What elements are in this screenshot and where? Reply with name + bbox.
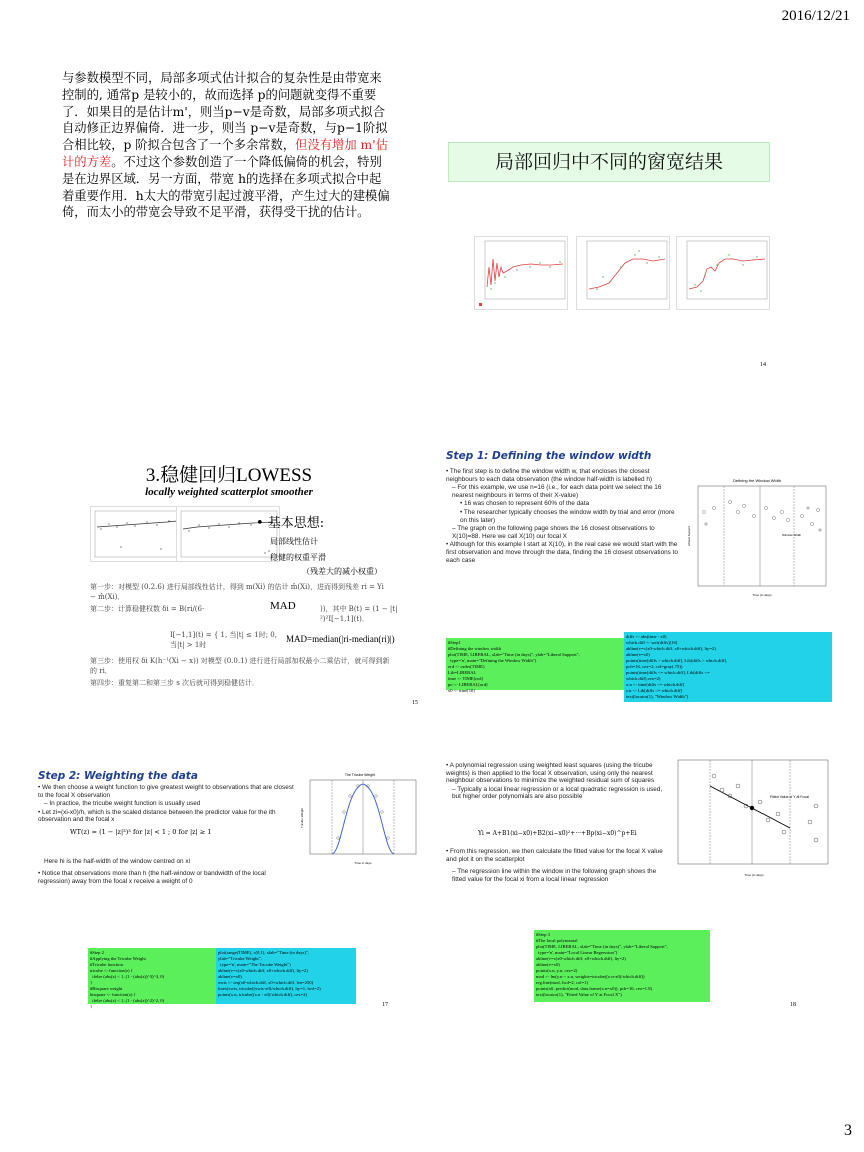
slide15-step1: 第一步：对模型 (0.2.6) 进行局部线性估计，得到 m(Xi) 的估计 m̂(Xi)，进而得到残差 ri = Yi − m̂(Xi)． [90, 583, 384, 601]
slide17-bullets: • We then choose a weight function to give greatest weight to observations that are closest to the focal X observation – In practice, the tricube weight function is usually used • Let zi=(xi-x0)/h, which is the scaled distance between the predictor value for the ith observation and the focal x [38, 784, 294, 824]
slide-18 [438, 718, 836, 1018]
slide16-plot-xlabel: Time (in days) [752, 593, 772, 597]
slide15-number: 15 [412, 700, 418, 706]
slide17-formula: WT(z) = (1 − |z|³)³ for |z| < 1 ; 0 for |z| ≥ 1 [70, 828, 212, 836]
slide17-code-cyan: plot(range(TIME), c(0,1), xlab="Time (in days)", ylab="Tricube Weight", type='n', main="The Tricube Weight") abline(v=c(x0-which.diff, x0+which.diff), lty=2) abline(v=x0) xwts <- seq(x0-which.diff, x0+which.diff, len=250) lines(xwts, tricube((xwts-x0)/which.diff), lty=1, lwd=2) points(x.n, tricube((x.n - x0)/which.diff), cex=2) [216, 948, 356, 1004]
slide-15 [30, 410, 428, 710]
slide18-fitted: • From this regression, we then calculate the fitted value for the focal X value and plot it on the scatterplot [446, 848, 663, 863]
slide17-notice: • Notice that observations more than h (the half-window or bandwidth of the local regression) away from the focal x receive a weight of 0 [38, 870, 266, 885]
slide14-plot-2 [576, 236, 670, 310]
slide15-idea-3: （残差大的减小权重） [302, 567, 382, 576]
slide17-plot-ylabel: Tricube Weight [300, 807, 304, 829]
slide18-formula: Yi = A+B1(xi−x0)+B2(xi−x0)²+···+Bp(xi−x0)^p+Ei [478, 830, 637, 837]
slide17-code-green: #Step 2 #Applying the Tricube Weight #Tricube function tricube <- function(z) { ifelse (abs(z) < 1, (1 - (abs(z))^3)^3, 0) } #Bisquare weight bisquare <- function(z) { ifelse (abs(z) < 1, (1 - (abs(z))^2)^2, 0) } [88, 948, 216, 1004]
slide15-idea-1: 局部线性估计 [270, 537, 318, 546]
slide15-mad: MAD [270, 600, 296, 612]
slide14-red-text: 但没有增加 m'估计的方差 [62, 138, 388, 169]
slide17-half-width: Here hi is the half-width of the window centred on xi [44, 858, 190, 865]
slide15-subtitle: locally weighted scatterplot smoother [145, 486, 313, 498]
slide15-basic-idea: • 基本思想: [256, 516, 325, 531]
slide15-idea-2: 稳健的权重平滑 [270, 553, 326, 562]
slide-17 [30, 718, 428, 1018]
slide18-plot [670, 756, 832, 880]
page-number: 3 [844, 1122, 852, 1139]
slide17-number: 17 [382, 1002, 388, 1008]
slide17-title: Step 2: Weighting the data [38, 770, 198, 782]
slide18-code-green: #Step 3 #The local polynomial plot(TIME, LIBERAL, xlab="Time (in days)", ylab="Liberal Support", type='n', main="Local Linear Regression") abline(v=c(x0-which.diff, x0+which.diff), lty=2) abline(v=x0) points(x.n, y.n, cex=2) mod <- lm(y.n ~ x.n, weights=tricube((x.n-x0)/which.diff)) reg.line(mod, lwd=2, col=1) points(x0, predict(mod, data.frame(x.n=x0)), pch=16, cex=1.8) text(locator(1), "Fitted Value of Y at Focal X") [534, 930, 710, 1002]
slide14-title: 局部回归中不同的窗宽结果 [448, 142, 770, 182]
slide15-step2-b: ))，其中 B(t) = (1 − |t|²)²I[−1,1](t)． [320, 605, 398, 623]
slide16-plot-label: Window Width [782, 533, 802, 537]
slide15-step2: 第二步：计算稳健权数 δi = B(ri/(6· [90, 605, 205, 613]
slide18-sub-fitted: – The regression line within the window in the following graph shows the fitted value for the focal xi from a local linear regression [452, 868, 657, 883]
slide14-plot-3 [676, 236, 770, 310]
slide15-step3: 第三步：使用权 δi K(h⁻¹(Xi − x)) 对模型 (0.0.1) 进行进行局部加权最小二乘估计，就可得到新的 ri． [90, 657, 390, 675]
slide17-plot-xlabel: Time in days [354, 861, 372, 865]
slide14-number: 14 [760, 362, 766, 368]
slide16-code-cyan: diffs <- abs(time - x0) which.diff <- sort(diffs)[16] abline(v=c(x0-which.diff, x0+which.diff), lty=2) abline(v=x0) points(time[diffs > which.diff], Lib[diffs > which.diff], pch=16, cex=2, col=gray(.75)) points(time[diffs <= which.diff], Lib[diffs <= which.diff],cex=2) x.n <- time[diffs <= which.diff] y.n <- Lib[diffs <= which.diff] text(locator(1), "Window Width") [624, 632, 832, 702]
slide15-mad-def: MAD=median(|ri-median(ri)|) [286, 634, 395, 644]
slide18-plot-xlabel: Time (in days) [744, 873, 764, 877]
slide14-plot-1 [474, 236, 568, 310]
slide16-plot-ylabel: Liberal Support [687, 525, 691, 547]
slide16-bullets: • The first step is to define the window width w, that encloses the closest neighbours to each data observation (the window half-width is labelled h) – For this example, we use n=16 (i.e., for each data point we select the 16 nearest neighbours in terms of their X-value) • 16 was chosen to represent 60% of the data • The researcher typically chooses the window width by trial and error (more on this later) – The graph on the following page shows the 16 closest observations to X(10)=88. Here we call X(10) our focal X • Although for this example I start at X(10), in the real case we would start with the first observation and move through the data, finding the 16 closest observations to each case [446, 468, 678, 564]
header-date: 2016/12/21 [781, 8, 850, 24]
slide15-title: 3.稳健回归LOWESS [145, 465, 313, 486]
slide18-number: 18 [790, 1002, 796, 1008]
slide-16 [438, 410, 836, 710]
slide17-plot-title: The Tricube Weight [344, 773, 376, 777]
slide17-plot [298, 768, 420, 868]
slide16-plot-title: Defining the Window Width [732, 478, 782, 483]
slide16-code-green: #Step1 #Defining the window width plot(TIME, LIBERAL, xlab="Time (in days)", ylab="Liberal Support", type='n', main="Defining the Window Width") ord <- order(TIME) Lib=LIBERAL time <- TIME[ord] po <- LIBERAL[ord] x0 <- time[10] [446, 638, 624, 690]
slide18-plot-label: Fitted Value of Y at Focal [770, 795, 809, 799]
slide14-paragraph: 与参数模型不同，局部多项式估计拟合的复杂性是由带宽来控制的, 通常p 是较小的，故而选择 p的问题就变得不重要了．如果目的是估计m'，则当p−v是奇数，局部多项式拟合自动修正边界偏倚．进一步，则当 p−v是奇数，与p−1阶拟合相比较，p 阶拟合包含了一个多余常数，但没有增加 m'估计的方差。不过这个参数创造了一个降低偏倚的机会，特别是在边界区域．另一方面，带宽 h的选择在多项式拟合中起着重要作用．h太大的带宽引起过渡平滑，产生过大的建模偏倚，而太小的带宽会导致不足平滑，获得受干扰的估计。 [62, 71, 390, 220]
slide15-step4: 第四步：重复第二和第三步 s 次后就可得到稳健估计． [90, 679, 260, 687]
slide16-plot [684, 472, 830, 602]
slide16-title: Step 1: Defining the window width [446, 450, 652, 462]
slide15-indicator: I[−1,1](t) = { 1, 当|t| ≤ 1时; 0, 当|t| > 1时 [170, 631, 277, 649]
slide18-bullets: • A polynomial regression using weighted least squares (using the tricube weights) is then applied to the focal X observation, using only the nearest neighbour observations to minimize the weighted residual sum of squares – Typically a local linear regression or a local quadratic regression is used, but higher order polynomials are also possible [446, 762, 663, 801]
